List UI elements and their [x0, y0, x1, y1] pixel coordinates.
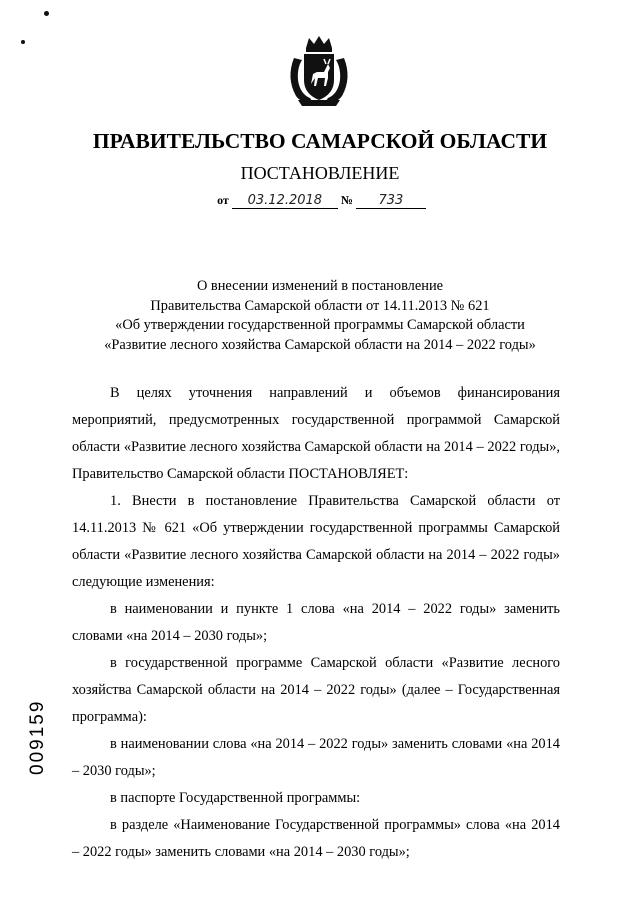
body-paragraph: В целях уточнения направлений и объемов финансирования мероприятий, предусмотренных государственной программой Самарской области «Развитие лесного хозяйства Самарской области на 2014 – 2022 годы», Правительство Самарской области ПОСТАНОВЛЯЕТ:	[72, 385, 560, 482]
subject-line: Правительства Самарской области от 14.11.2013 № 621	[150, 297, 490, 314]
body-paragraph: в государственной программе Самарской области «Развитие лесного хозяйства Самарской области на 2014 – 2022 годы» (далее – Государственная программа):	[72, 655, 560, 725]
coat-of-arms-icon	[284, 34, 354, 108]
scan-dot-left	[21, 40, 25, 44]
document-body	[72, 380, 560, 866]
body-paragraph: в паспорте Государственной программы:	[110, 790, 361, 806]
body-paragraph: в разделе «Наименование Государственной программы» слова «на 2014 – 2022 годы» заменить словами «на 2014 – 2030 годы»;	[72, 817, 560, 860]
document-subject	[60, 277, 580, 355]
number-prefix: №	[340, 193, 353, 207]
document-number: 733	[356, 193, 426, 209]
subject-line: «Об утверждении государственной программы Самарской области	[115, 317, 525, 333]
date-number-line	[0, 193, 640, 209]
registration-stamp-number: 009159	[27, 699, 48, 775]
scan-dot-top	[44, 11, 49, 16]
body-paragraph: в наименовании и пункте 1 слова «на 2014 – 2022 годы» заменить словами «на 2014 – 2030 годы»;	[72, 601, 560, 644]
date-prefix: от	[217, 193, 229, 207]
organization-title: ПРАВИТЕЛЬСТВО САМАРСКОЙ ОБЛАСТИ	[92, 129, 548, 153]
document-date: 03.12.2018	[232, 193, 338, 209]
body-paragraph: в наименовании слова «на 2014 – 2022 годы» заменить словами «на 2014 – 2030 годы»;	[72, 736, 560, 779]
subject-line: «Развитие лесного хозяйства Самарской области на 2014 – 2022 годы»	[104, 336, 536, 353]
subject-line: О внесении изменений в постановление	[196, 278, 444, 294]
body-paragraph: 1. Внести в постановление Правительства Самарской области от 14.11.2013 № 621 «Об утверждении государственной программы Самарской области «Развитие лесного хозяйства Самарской области на 2014 – 2022 годы» следующие изменения:	[72, 493, 560, 590]
document-type: ПОСТАНОВЛЕНИЕ	[240, 163, 400, 183]
